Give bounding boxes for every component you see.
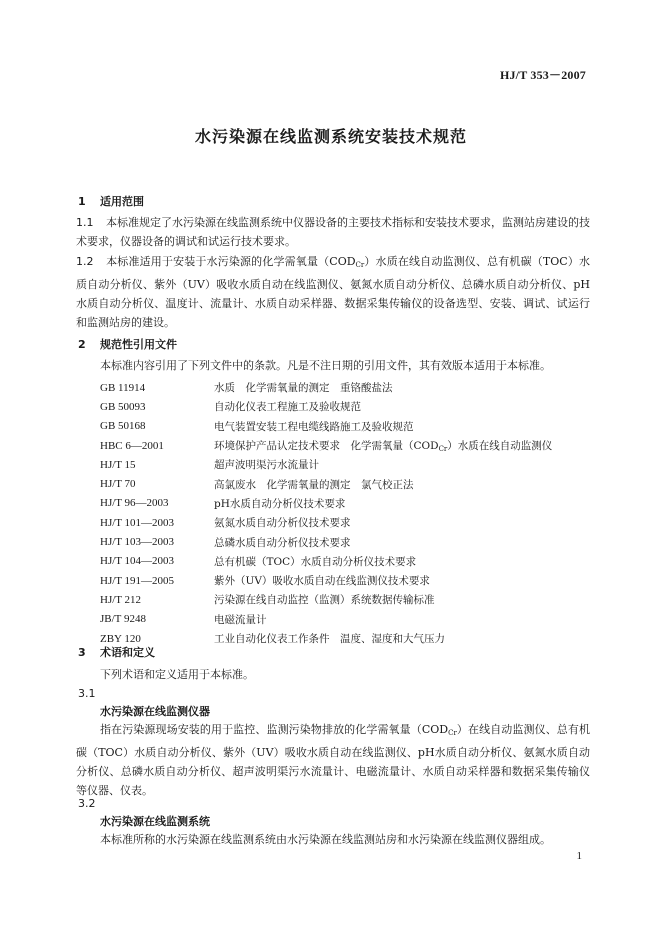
reference-title: pH水质自动分析仪技术要求 bbox=[214, 497, 346, 510]
reference-code: GB 50168 bbox=[100, 420, 146, 433]
reference-title: 水质 化学需氧量的测定 重铬酸盐法 bbox=[214, 382, 393, 395]
reference-list bbox=[100, 378, 600, 648]
reference-row bbox=[100, 474, 600, 493]
reference-row bbox=[100, 417, 600, 436]
reference-title: 高氯废水 化学需氧量的测定 氯气校正法 bbox=[214, 478, 414, 491]
section-2-title: 规范性引用文件 bbox=[100, 338, 177, 351]
reference-code: GB 11914 bbox=[100, 381, 146, 394]
section-3-number: 3 bbox=[78, 646, 86, 659]
reference-code: HJ/T 15 bbox=[100, 458, 136, 471]
reference-row bbox=[100, 455, 600, 474]
reference-row bbox=[100, 552, 600, 571]
reference-row bbox=[100, 378, 600, 397]
reference-row bbox=[100, 494, 600, 513]
reference-code: GB 50093 bbox=[100, 400, 146, 413]
reference-row bbox=[100, 532, 600, 551]
clause-1-2-subscript: Cr bbox=[355, 261, 365, 269]
clause-1-2 bbox=[76, 252, 590, 332]
section-3-intro: 下列术语和定义适用于本标准。 bbox=[100, 668, 254, 681]
reference-title: 污染源在线自动监控（监测）系统数据传输标准 bbox=[214, 594, 435, 607]
section-2-number: 2 bbox=[78, 338, 86, 351]
reference-row bbox=[100, 571, 600, 590]
reference-row bbox=[100, 436, 600, 455]
reference-title-a: 环境保护产品认定技术要求 化学需氧量（COD bbox=[214, 440, 439, 453]
reference-row bbox=[100, 590, 600, 609]
section-2-intro: 本标准内容引用了下列文件中的条款。凡是不注日期的引用文件，其有效版本适用于本标准。 bbox=[100, 359, 551, 372]
reference-title: 超声波明渠污水流量计 bbox=[214, 459, 319, 472]
document-title: 水污染源在线监测系统安装技术规范 bbox=[194, 127, 467, 146]
reference-code: HJ/T 101—2003 bbox=[100, 516, 175, 529]
reference-title: 氨氮水质自动分析仪技术要求 bbox=[214, 517, 351, 530]
reference-title: 电磁流量计 bbox=[214, 613, 267, 626]
reference-subscript: Cr bbox=[438, 445, 448, 454]
term-3-2-definition: 本标准所称的水污染源在线监测系统由水污染源在线监测站房和水污染源在线监测仪器组成。 bbox=[100, 833, 551, 846]
reference-title: 自动化仪表工程施工及验收规范 bbox=[214, 401, 361, 414]
section-3-heading bbox=[78, 644, 155, 660]
reference-code: HJ/T 212 bbox=[100, 593, 142, 606]
clause-1-2-number: 1.2 bbox=[76, 255, 94, 268]
term-3-1-subscript: Cr bbox=[448, 729, 457, 737]
standard-code: HJ/T 353－2007 bbox=[499, 68, 586, 82]
term-3-2-name: 水污染源在线监测系统 bbox=[100, 815, 210, 828]
reference-title: 电气装置安装工程电缆线路施工及验收规范 bbox=[214, 420, 414, 433]
clause-1-2-text-a: 本标准适用于安装于水污染源的化学需氧量（COD bbox=[106, 255, 356, 268]
clause-1-1-number: 1.1 bbox=[76, 216, 94, 229]
clause-1-2-text-b: ）水质在线自动监测仪、总有机碳（TOC）水质自动分析仪、紫外（UV）吸收水质自动在线监测仪、氨氮水质自动分析仪、总磷水质自动分析仪、pH水质自动分析仪、温度计、流量计、水质自动采样器、数据采集传输仪的设备选型、安装、调试、试运行和监测站房的建设。 bbox=[76, 255, 590, 329]
reference-row bbox=[100, 397, 600, 416]
reference-row bbox=[100, 513, 600, 532]
section-1-heading bbox=[78, 193, 144, 209]
reference-code: HJ/T 96—2003 bbox=[100, 497, 169, 510]
reference-code: ZBY 120 bbox=[100, 632, 141, 645]
reference-title bbox=[214, 438, 600, 453]
term-3-1-number: 3.1 bbox=[78, 687, 96, 700]
term-3-1-definition bbox=[76, 720, 590, 800]
reference-title: 工业自动化仪表工作条件 温度、湿度和大气压力 bbox=[214, 633, 445, 645]
reference-code: HBC 6—2001 bbox=[100, 439, 164, 452]
term-3-1-definition-b: ）在线自动监测仪、总有机碳（TOC）水质自动分析仪、紫外（UV）吸收水质自动在线监测仪、pH水质自动分析仪、氨氮水质自动分析仪、总磷水质自动分析仪、超声波明渠污水流量计、电磁流量计、水质自动采样器和数据采集传输仪等仪器、仪表。 bbox=[76, 723, 590, 797]
clause-1-1 bbox=[76, 213, 590, 251]
reference-title: 总有机碳（TOC）水质自动分析仪技术要求 bbox=[214, 555, 417, 568]
reference-title: 紫外（UV）吸收水质自动在线监测仪技术要求 bbox=[214, 575, 430, 588]
reference-code: HJ/T 104—2003 bbox=[100, 555, 175, 568]
reference-title: 总磷水质自动分析仪技术要求 bbox=[214, 536, 351, 549]
section-1-title: 适用范围 bbox=[100, 195, 144, 208]
term-3-2-number: 3.2 bbox=[78, 797, 96, 810]
reference-code: HJ/T 191—2005 bbox=[100, 574, 175, 587]
reference-row bbox=[100, 629, 600, 648]
term-3-1-name: 水污染源在线监测仪器 bbox=[100, 705, 210, 718]
reference-code: HJ/T 103—2003 bbox=[100, 536, 175, 549]
term-3-1-definition-a: 指在污染源现场安装的用于监控、监测污染物排放的化学需氧量（COD bbox=[100, 723, 449, 736]
section-2-heading bbox=[78, 336, 177, 352]
section-1-number: 1 bbox=[78, 195, 86, 208]
reference-row bbox=[100, 610, 600, 629]
reference-code: JB/T 9248 bbox=[100, 613, 146, 626]
clause-1-1-text: 本标准规定了水污染源在线监测系统中仪器设备的主要技术指标和安装技术要求，监测站房建设的技术要求，仪器设备的调试和试运行技术要求。 bbox=[76, 216, 590, 248]
reference-title-b: ）水质在线自动监测仪 bbox=[447, 440, 553, 453]
reference-code: HJ/T 70 bbox=[100, 478, 136, 491]
section-3-title: 术语和定义 bbox=[100, 646, 155, 659]
page-number: 1 bbox=[576, 850, 582, 862]
